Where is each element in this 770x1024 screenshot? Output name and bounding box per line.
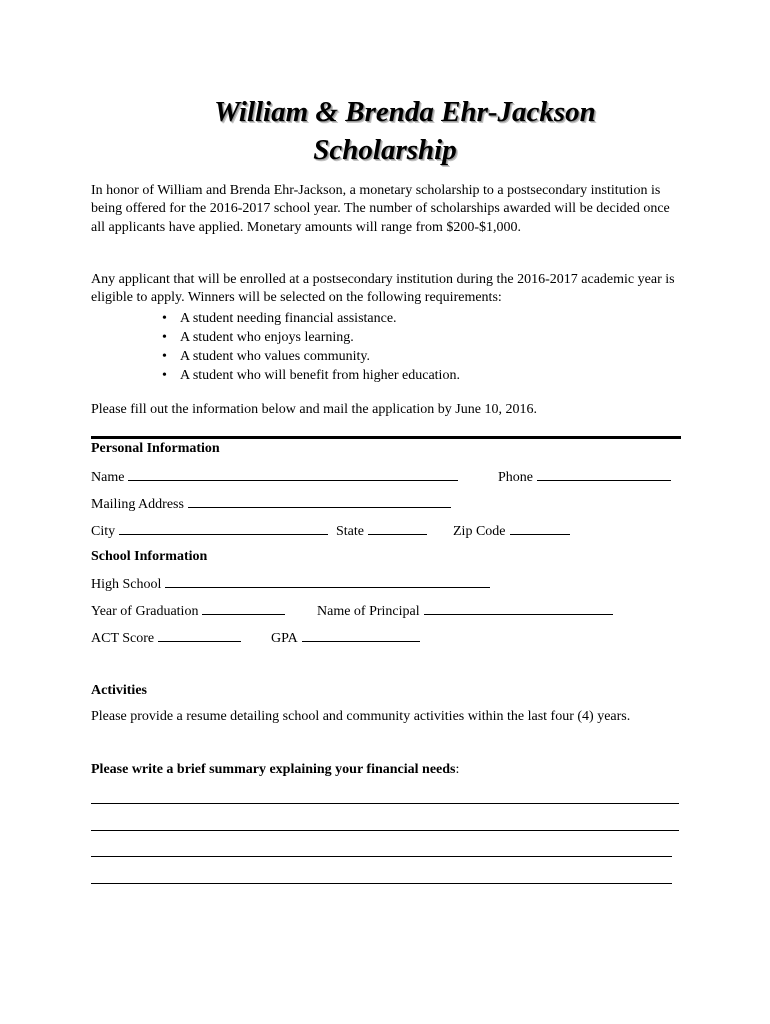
list-item	[162, 328, 460, 347]
section-divider	[91, 436, 681, 439]
phone-input-line[interactable]	[537, 467, 671, 481]
summary-line-3[interactable]	[91, 856, 672, 857]
requirement-text: A student needing financial assistance.	[180, 311, 397, 326]
act-score-input-line[interactable]	[158, 628, 241, 642]
list-item	[162, 309, 460, 328]
gpa-input-line[interactable]	[302, 628, 420, 642]
title-line-1: William & Brenda Ehr-Jackson	[214, 96, 596, 128]
name-field-group	[91, 467, 458, 487]
principal-name-label: Name of Principal	[317, 604, 420, 619]
summary-line-1[interactable]	[91, 803, 679, 804]
graduation-year-input-line[interactable]	[202, 601, 285, 615]
intro-paragraph: In honor of William and Brenda Ehr-Jackson, a monetary scholarship to a postsecondary institution is being offered for the 2016-2017 school year. The number of scholarships awarded will be decided once all applicants have applied. Monetary amounts will range from $200-$1,000.	[91, 183, 670, 235]
principal-name-input-line[interactable]	[424, 601, 613, 615]
city-field-group	[91, 521, 328, 541]
zip-code-input-line[interactable]	[510, 521, 570, 535]
high-school-input-line[interactable]	[165, 574, 490, 588]
bullet-icon: •	[162, 349, 167, 364]
requirements-list	[162, 309, 460, 385]
state-field-group	[336, 521, 427, 541]
graduation-field-group	[91, 601, 285, 621]
requirement-text: A student who values community.	[180, 349, 371, 364]
act-field-group	[91, 628, 241, 648]
activities-heading: Activities	[91, 683, 147, 698]
graduation-year-label: Year of Graduation	[91, 604, 199, 619]
bullet-icon: •	[162, 330, 167, 345]
bullet-icon: •	[162, 311, 167, 326]
state-label: State	[336, 524, 364, 539]
city-label: City	[91, 524, 116, 539]
act-score-label: ACT Score	[91, 631, 155, 646]
mailing-field-group	[91, 494, 451, 514]
gpa-field-group	[271, 628, 420, 648]
mailing-address-label: Mailing Address	[91, 497, 184, 512]
list-item	[162, 366, 460, 385]
zip-code-label: Zip Code	[453, 524, 506, 539]
activities-text: Please provide a resume detailing school and community activities within the last four (4) years.	[91, 709, 631, 724]
bullet-icon: •	[162, 368, 167, 383]
summary-colon: :	[455, 762, 460, 777]
title-line-2: Scholarship	[313, 134, 457, 166]
mailing-address-input-line[interactable]	[188, 494, 451, 508]
summary-line-2[interactable]	[91, 830, 679, 831]
name-input-line[interactable]	[128, 467, 458, 481]
high-school-field-group	[91, 574, 490, 594]
name-label: Name	[91, 470, 125, 485]
school-info-heading: School Information	[91, 549, 208, 564]
gpa-label: GPA	[271, 631, 298, 646]
phone-label: Phone	[498, 470, 533, 485]
state-input-line[interactable]	[368, 521, 427, 535]
eligibility-paragraph: Any applicant that will be enrolled at a postsecondary institution during the 2016-2017 academic year is eligible to apply. Winners will be selected on the following requirements:	[91, 272, 675, 306]
requirement-text: A student who enjoys learning.	[180, 330, 354, 345]
instructions-paragraph: Please fill out the information below and mail the application by June 10, 2016.	[91, 402, 537, 417]
phone-field-group	[498, 467, 671, 487]
high-school-label: High School	[91, 577, 162, 592]
summary-prompt	[91, 761, 459, 779]
summary-heading: Please write a brief summary explaining your financial needs	[91, 762, 456, 777]
requirement-text: A student who will benefit from higher education.	[180, 368, 460, 383]
zip-field-group	[453, 521, 570, 541]
personal-info-heading: Personal Information	[91, 441, 220, 456]
city-input-line[interactable]	[119, 521, 328, 535]
list-item	[162, 347, 460, 366]
summary-line-4[interactable]	[91, 883, 672, 884]
principal-field-group	[317, 601, 613, 621]
